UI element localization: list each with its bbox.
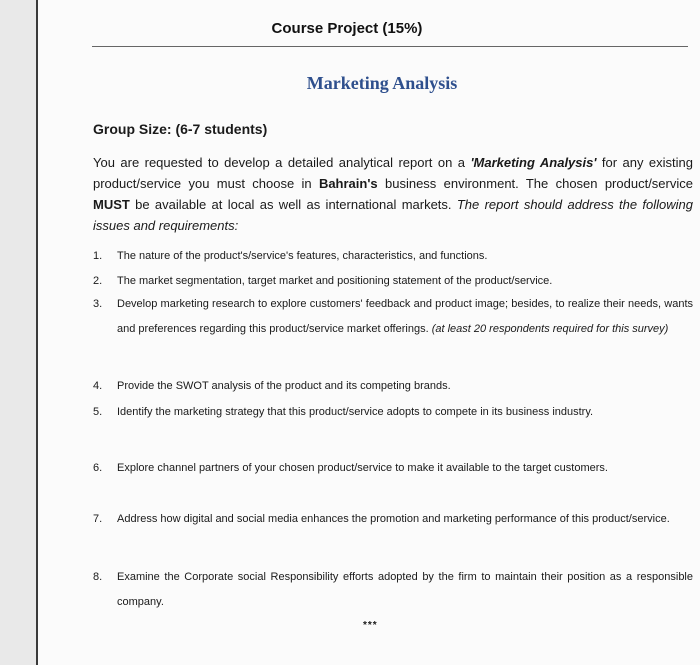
document-title: Marketing Analysis — [306, 73, 458, 93]
intro-paragraph — [93, 152, 693, 236]
intro-text-3: business environment. The chosen product/service — [377, 176, 693, 191]
requirement-number: 3. — [93, 298, 103, 310]
requirement-text: Address how digital and social media enhances the promotion and marketing performance of this product/service. — [117, 513, 670, 525]
requirement-item — [93, 507, 693, 532]
intro-text-4: be available at local as well as international markets. — [129, 197, 457, 212]
requirement-text: The market segmentation, target market and positioning statement of the product/service. — [117, 275, 553, 287]
intro-text-2: for any existing product/service you must choose in — [93, 155, 694, 191]
requirement-text: The nature of the product's/service's features, characteristics, and functions. — [117, 250, 488, 262]
requirement-text-main: Develop marketing research to explore customers' feedback and product image; besides, to realize their needs, wants and preferences regarding this product/service market offerings. — [117, 298, 693, 335]
requirement-number: 7. — [93, 513, 103, 525]
group-size-heading: Group Size: (6-7 students) — [93, 121, 268, 137]
header-divider — [92, 46, 688, 47]
requirement-number: 2. — [93, 275, 103, 287]
requirement-item — [93, 269, 693, 294]
requirement-item — [93, 292, 693, 342]
requirement-text: Explore channel partners of your chosen product/service to make it available to the target customers. — [117, 462, 608, 474]
requirement-item — [93, 244, 693, 269]
end-marker: *** — [363, 620, 378, 631]
requirement-text — [117, 292, 693, 342]
document-page — [36, 0, 700, 665]
intro-emphasis-bahrain: Bahrain's — [318, 176, 378, 191]
intro-text-1: You are requested to develop a detailed analytical report on a — [93, 155, 471, 170]
intro-emphasis-title: 'Marketing Analysis' — [470, 155, 597, 170]
course-title: Course Project (15%) — [271, 20, 423, 37]
requirement-text: Examine the Corporate social Responsibility efforts adopted by the firm to maintain their position as a responsible company. — [117, 571, 693, 608]
requirement-item — [93, 565, 693, 615]
requirement-text: Provide the SWOT analysis of the product and its competing brands. — [117, 380, 451, 392]
requirement-text-note: (at least 20 respondents required for this survey) — [431, 323, 669, 335]
requirement-text: Identify the marketing strategy that this product/service adopts to compete in its business industry. — [117, 406, 594, 418]
requirement-number: 5. — [93, 406, 103, 418]
requirement-number: 1. — [93, 250, 103, 262]
requirement-item — [93, 374, 693, 399]
intro-emphasis-must: MUST — [93, 197, 130, 212]
requirement-item — [93, 456, 693, 481]
requirement-number: 8. — [93, 571, 103, 583]
requirement-number: 4. — [93, 380, 103, 392]
intro-instructions: The report should address the following issues and requirements: — [93, 197, 693, 233]
requirement-number: 6. — [93, 462, 103, 474]
requirement-item — [93, 400, 693, 425]
